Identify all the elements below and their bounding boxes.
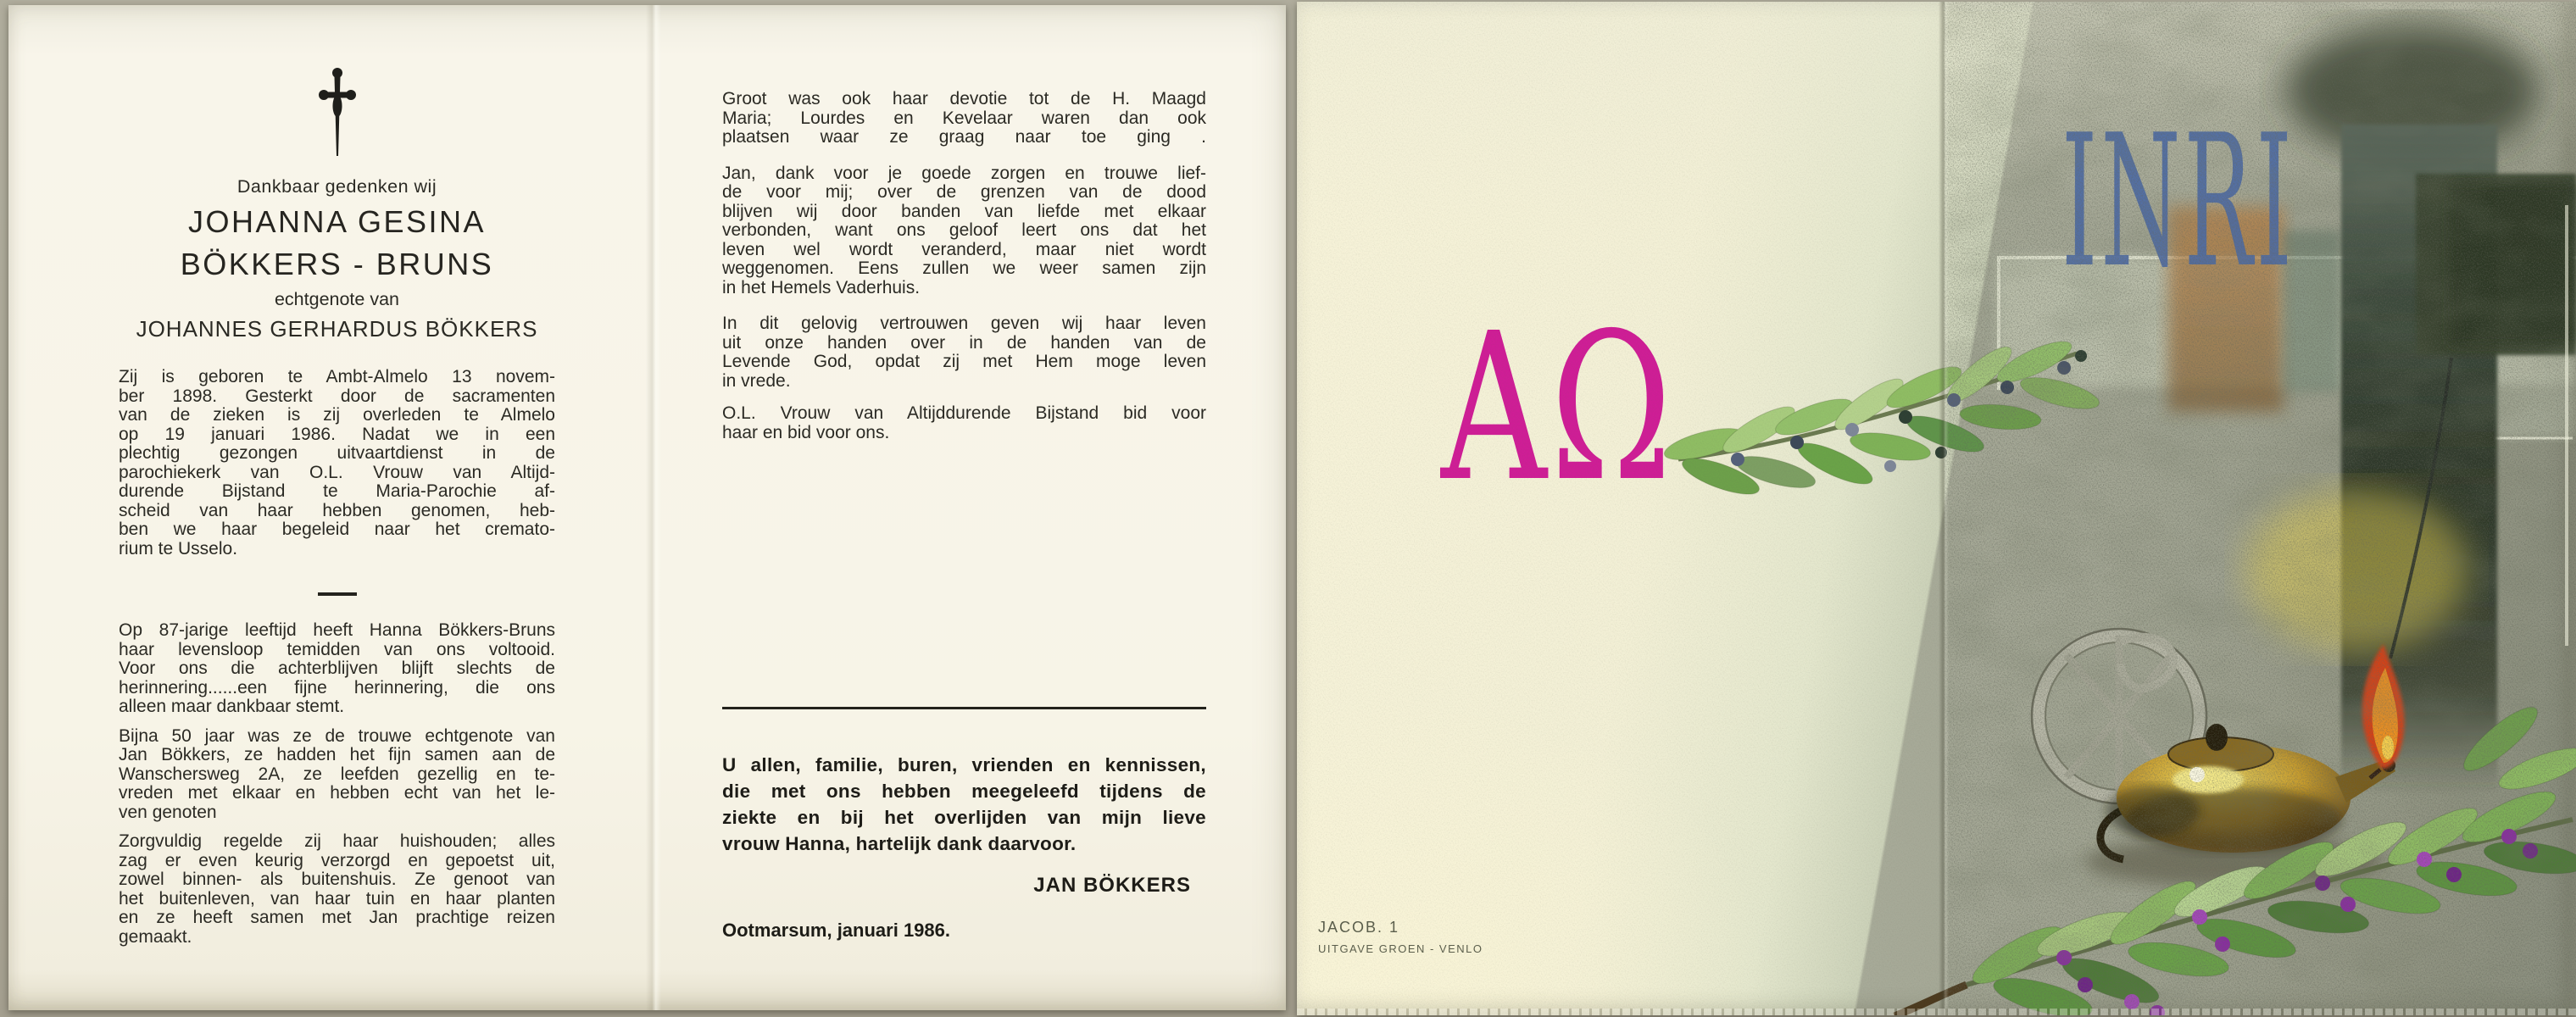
cover-art-pages — [1297, 2, 2576, 1015]
card-edge-highlight — [2565, 205, 2568, 646]
latin-cross-icon — [317, 59, 358, 163]
deceased-name-line2: BÖKKERS - BRUNS — [180, 247, 494, 281]
header-intro: Dankbaar gedenken wij — [236, 176, 437, 197]
signature: JAN BÖKKERS — [1033, 874, 1191, 897]
spouse-name: JOHANNES GERHARDUS BÖKKERS — [136, 316, 538, 342]
closing-rule — [722, 707, 1206, 709]
cover-fold-crease — [1939, 2, 1949, 1015]
inside-pages — [8, 5, 1286, 1010]
paragraph-marriage: Bijna 50 jaar was ze de trouwe echtgenote van Jan Bökkers, ze hadden het fijn samen aan de Wanschersweg 2A, ze leefden gezellig en te- vreden met elkaar en hebben echt van het le- ven genoten — [119, 725, 555, 822]
paragraph-devotion: Groot was ook haar devotie tot de H. Maagd Maria; Lourdes en Kevelaar waren dan ook plaatsen waar ze graag naar toe ging . — [722, 89, 1206, 147]
memorial-text-page — [119, 5, 555, 947]
dateline: Ootmarsum, januari 1986. — [722, 920, 950, 941]
page-fold-crease — [646, 5, 661, 1010]
cover-artwork — [1297, 2, 2576, 1015]
thanks-paragraph: U allen, familie, buren, vrienden en kennissen, die met ons hebben meegeleefd tijdens de ziekte en bij het overlijden van mijn lieve vrouw Hanna, hartelijk dank daarvoor. — [722, 754, 1206, 854]
deceased-name-line1: JOHANNA GESINA — [187, 204, 487, 239]
granite-mottle — [1944, 2, 2576, 1015]
paragraph-prayer: O.L. Vrouw van Altijddurende Bijstand bid voor haar en bid voor ons. — [722, 403, 1206, 442]
relation-label: echtgenote van — [274, 289, 400, 309]
imprint-series: JACOB. 1 — [1318, 919, 1400, 936]
publisher-imprint — [1318, 919, 1483, 955]
svg-text:ΑΩ: ΑΩ — [1441, 290, 1676, 527]
paragraph-age: Op 87-jarige leeftijd heeft Hanna Bökkers-Bruns haar levensloop temidden van ons voltooid. Voor ons die achterblijven blijft slechts de herinnering......een fijne herinnering, die ons alleen maar dankbaar stemt. — [119, 620, 555, 716]
paragraph-jan: Jan, dank voor je goede zorgen en trouwe lief- de voor mij; over de grenzen van de dood blijven wij door banden van liefde met elkaar verbonden, want ons geloof leert ons dat het leven wel wordt veranderd, maar niet wordt weggenomen. Eens zullen we weer samen zijn in het Hemels Vaderhuis. — [722, 163, 1206, 297]
imprint-publisher: UITGAVE GROEN - VENLO — [1318, 942, 1483, 955]
paragraph-household: Zorgvuldig regelde zij haar huishouden; alles zag er even keurig verzorgd en gepoetst uit, zowel binnen- als buitenshuis. Ze genoot van het buitenleven, van haar tuin en haar planten en ze heeft samen met Jan prachtige reizen gemaakt. — [119, 831, 555, 947]
paragraph-trust: In dit gelovig vertrouwen geven wij haar leven uit onze handen over in de handen van de Levende God, opdat zij met Hem moge leven in vrede. — [722, 314, 1206, 391]
devotion-text-page — [722, 5, 1206, 442]
paragraph-birth-death: Zij is geboren te Ambt-Almelo 13 novem- ber 1898. Gesterkt door de sacramenten van de zieken is zij overleden te Almelo op 19 januari 1986. Nadat we in een plechtig gezongen uitvaartdienst in de parochiekerk van O.L. Vrouw van Altijd- durende Bijstand te Maria-Parochie af- scheid van haar hebben genomen, heb- ben we haar begeleid naar het cremato- rium te Usselo. — [119, 367, 555, 559]
section-divider — [318, 592, 357, 596]
closing-block — [722, 707, 1206, 942]
deckle-edge — [1297, 1009, 2576, 1015]
